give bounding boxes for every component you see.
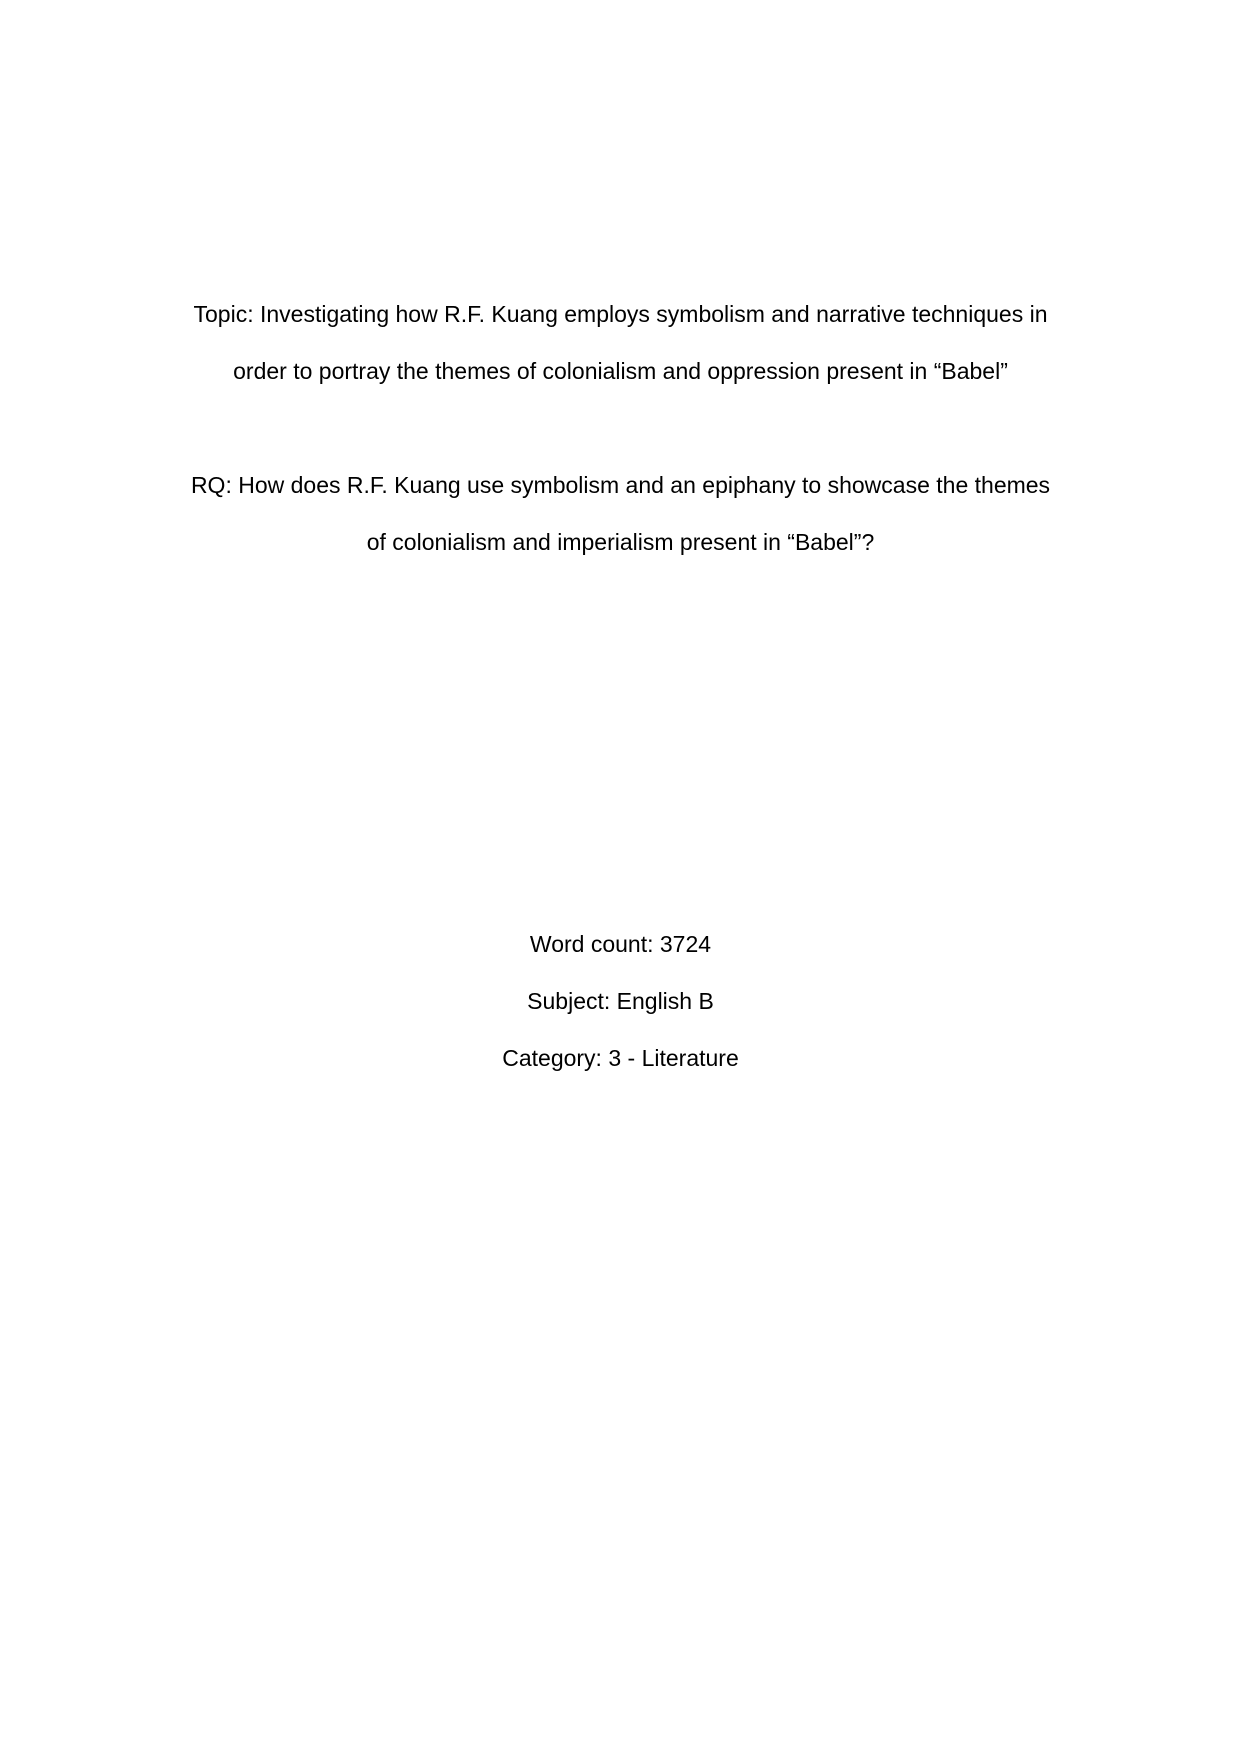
- research-question-line-1: RQ: How does R.F. Kuang use symbolism and an epiphany to showcase the themes: [190, 472, 1051, 498]
- research-question-line-2: of colonialism and imperialism present in “Babel”?: [366, 529, 875, 555]
- category-line: Category: 3 - Literature: [502, 1045, 739, 1071]
- document-details: [0, 916, 1241, 1087]
- topic-paragraph: [0, 286, 1241, 400]
- word-count-line: Word count: 3724: [529, 931, 712, 957]
- subject-line: Subject: English B: [527, 988, 714, 1014]
- research-question-paragraph: [0, 457, 1241, 571]
- topic-line-1: Topic: Investigating how R.F. Kuang employs symbolism and narrative techniques in: [193, 301, 1048, 327]
- topic-line-2: order to portray the themes of colonialism and oppression present in “Babel”: [233, 358, 1008, 384]
